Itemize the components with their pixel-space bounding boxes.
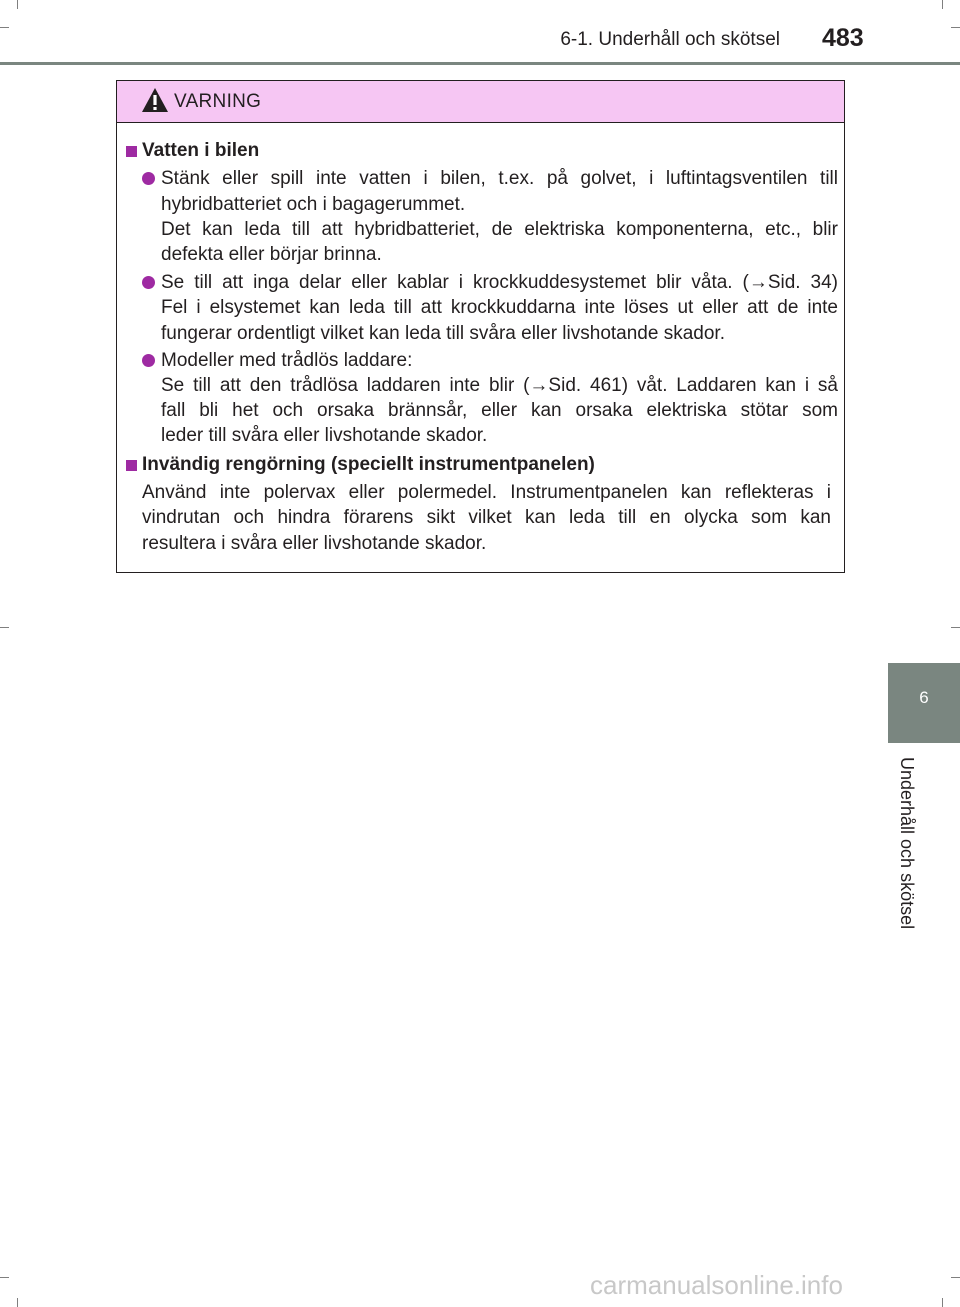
bullet-line: Modeller med trådlös laddare:	[161, 350, 413, 371]
bullet-line: Se till att den trådlösa laddaren inte blir (→Sid. 461) våt. Laddaren kan i så	[161, 375, 838, 396]
section-title: 6-1. Underhåll och skötsel	[560, 29, 780, 50]
crop-mark	[17, 1298, 18, 1307]
page-number: 483	[822, 24, 864, 52]
square-bullet-icon	[126, 460, 137, 471]
bullet-line: fall bli het och orsaka brännsår, eller kan orsaka elektriska stötar som	[161, 400, 838, 421]
section-heading: Invändig rengörning (speciellt instrumentpanelen)	[142, 454, 595, 475]
paragraph-line: resultera i svåra eller livshotande skador.	[142, 533, 487, 554]
crop-mark	[0, 27, 9, 28]
bullet-line: Stänk eller spill inte vatten i bilen, t.ex. på golvet, i luftintagsventilen till	[161, 168, 838, 189]
bullet-line: leder till svåra eller livshotande skador.	[161, 425, 488, 446]
crop-mark	[942, 0, 943, 9]
chapter-number: 6	[919, 688, 929, 707]
watermark: carmanualsonline.info	[590, 1270, 843, 1300]
bullet-line: Fel i elsystemet kan leda till att krockkuddarna inte löses ut eller att de inte	[161, 297, 838, 318]
bullet-line: fungerar ordentligt vilket kan leda till svåra eller livshotande skador.	[161, 323, 725, 344]
crop-mark	[951, 27, 960, 28]
paragraph-line: Använd inte polervax eller polermedel. Instrumentpanelen kan reflekteras i	[142, 482, 831, 503]
crop-mark	[17, 0, 18, 9]
chapter-label	[893, 757, 919, 947]
paragraph-line: vindrutan och hindra förarens sikt vilket kan leda till en olycka som kan	[142, 507, 831, 528]
crop-mark	[951, 627, 960, 628]
header-rule	[0, 62, 960, 65]
chapter-label-text: Underhåll och skötsel	[897, 757, 917, 930]
bullet-line: Det kan leda till att hybridbatteriet, de elektriska komponenterna, etc., blir	[161, 219, 838, 240]
warning-title: VARNING	[174, 91, 262, 112]
section-heading: Vatten i bilen	[142, 140, 260, 161]
bullet-line: defekta eller börjar brinna.	[161, 244, 382, 265]
warning-box	[116, 80, 845, 573]
chapter-tab	[888, 663, 960, 743]
round-bullet-icon	[142, 276, 155, 289]
crop-mark	[0, 1277, 9, 1278]
round-bullet-icon	[142, 354, 155, 367]
square-bullet-icon	[126, 146, 137, 157]
crop-mark	[951, 1277, 960, 1278]
crop-mark	[942, 1298, 943, 1307]
crop-mark	[0, 627, 9, 628]
bullet-line: Se till att inga delar eller kablar i krockkuddesystemet blir våta. (→Sid. 34)	[161, 272, 838, 293]
round-bullet-icon	[142, 172, 155, 185]
bullet-line: hybridbatteriet och i bagagerummet.	[161, 194, 466, 215]
warning-header	[117, 81, 844, 123]
warning-triangle-icon	[141, 87, 169, 113]
